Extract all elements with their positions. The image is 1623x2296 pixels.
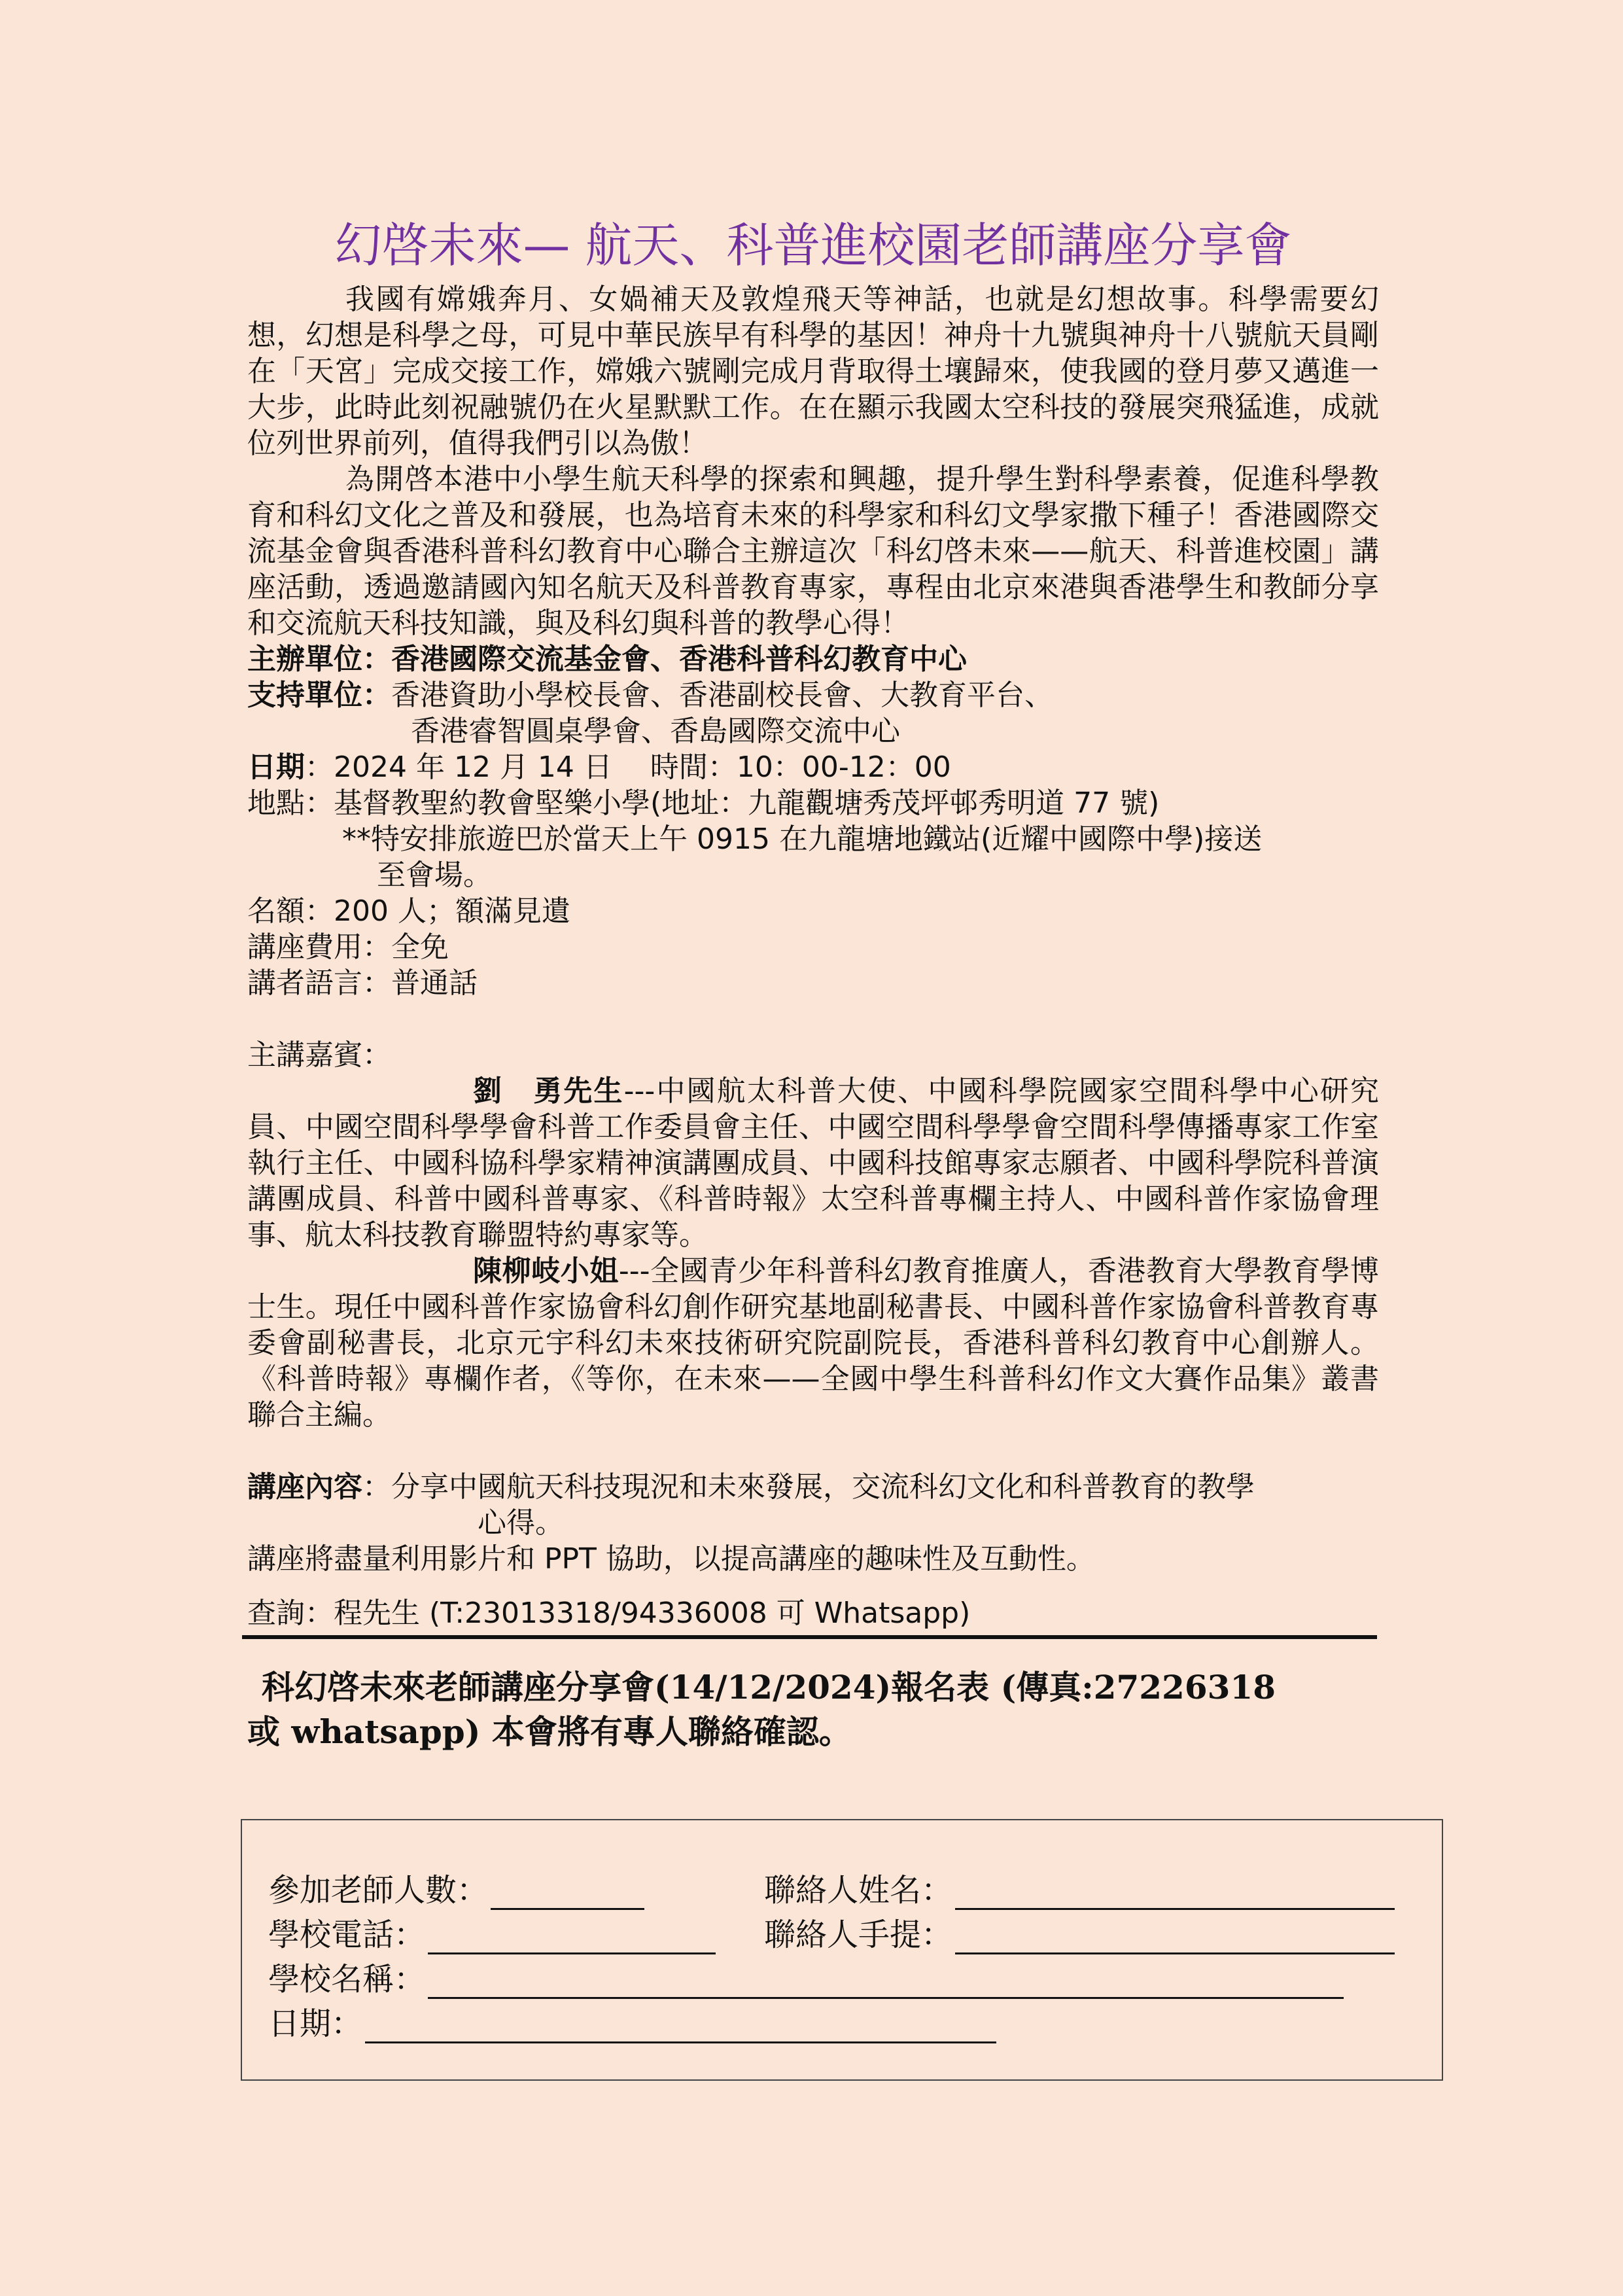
speaker-1-bio-first: ---中國航太科普大使、中國科學院國家空間科學中心 bbox=[623, 1074, 1320, 1108]
date-input[interactable] bbox=[365, 2011, 996, 2043]
content-label: 講座內容 bbox=[247, 1470, 362, 1504]
teachers-count-label: 參加老師人數： bbox=[268, 1872, 489, 1909]
bus-note-1: **特安排旅遊巴於當天上午 0915 在九龍塘地鐵站(近耀中國際中學)接送 bbox=[342, 822, 1263, 856]
intro-paragraph-1: 我國有嫦娥奔月、女媧補天及敦煌飛天等神話，也就是幻想故事。科學需要幻想，幻想是科學之母，可見中華民族早有科學的基因！神舟十九號與神舟十八號航天員剛在「天宮」完成交接工作，嫦娥六號剛完成月背取得土壤歸來，使我國的登月夢又邁進一大步，此時此刻祝融號仍在火星默默工作。在在顯示我國太空科技的發展突飛猛進，成就位列世界前列，值得我們引以為傲！ bbox=[247, 283, 1379, 460]
support-row bbox=[247, 677, 1379, 713]
date-row bbox=[247, 749, 1379, 785]
venue-row: 地點：基督教聖約教會堅樂小學(地址：九龍觀塘秀茂坪邨秀明道 77 號) bbox=[247, 786, 1160, 820]
content-value-2: 心得。 bbox=[478, 1506, 564, 1540]
speaker-2-name: 陳柳岐小姐 bbox=[473, 1254, 619, 1288]
speaker-1 bbox=[247, 1073, 1379, 1253]
form-heading-line-2: 或 whatsapp) 本會將有專人聯絡確認。 bbox=[247, 1712, 852, 1751]
school-name-label: 學校名稱： bbox=[268, 1961, 426, 1998]
form-heading bbox=[247, 1665, 1379, 1754]
bus-note-2: 至會場。 bbox=[377, 858, 492, 892]
enquiry-line: 查詢：程先生 (T:23013318/94336008 可 Whatsapp) bbox=[247, 1597, 971, 1630]
date-field[interactable] bbox=[268, 1998, 996, 2043]
organizer-label: 主辦單位： bbox=[247, 643, 391, 676]
language-row: 講者語言：普通話 bbox=[247, 966, 478, 1000]
registration-form bbox=[241, 1819, 1443, 2081]
content-row bbox=[247, 1469, 1379, 1505]
quota-row: 名額：200 人；額滿見遺 bbox=[247, 894, 570, 928]
speakers-heading: 主講嘉賓： bbox=[247, 1038, 391, 1072]
teachers-count-input[interactable] bbox=[491, 1878, 644, 1910]
fee-row: 講座費用：全免 bbox=[247, 930, 449, 964]
speaker-2-bio-first: ---全國青少年科普科幻教育推廣人，香港教育大學教 bbox=[618, 1254, 1292, 1288]
contact-mobile-label: 聯絡人手提： bbox=[764, 1916, 953, 1953]
date-label: 日期 bbox=[247, 751, 305, 784]
contact-name-field[interactable] bbox=[764, 1865, 1395, 1910]
speaker-1-name: 劉 勇先生 bbox=[473, 1074, 624, 1108]
form-heading-line-1: 科幻啓未來老師講座分享會(14/12/2024)報名表 (傳真:27226318 bbox=[262, 1668, 1276, 1706]
contact-mobile-field[interactable] bbox=[764, 1909, 1395, 1954]
divider bbox=[242, 1635, 1377, 1639]
flyer-page bbox=[247, 216, 1379, 1754]
intro-paragraph-2: 為開啓本港中小學生航天科學的探索和興趣，提升學生對科學素養，促進科學教育和科幻文化之普及和發展，也為培育未來的科學家和科幻文學家撒下種子！香港國際交流基金會與香港科普科幻教育中心聯合主辦這次「科幻啓未來——航天、科普進校園」講座活動，透過邀請國內知名航天及科普教育專家，專程由北京來港與香港學生和教師分享和交流航天科技知識，與及科幻與科普的教學心得！ bbox=[247, 463, 1379, 640]
speaker-2 bbox=[247, 1253, 1379, 1433]
school-name-input[interactable] bbox=[428, 1967, 1344, 1999]
content-value-1: ：分享中國航天科技現況和未來發展，交流科幻文化和科普教育的教學 bbox=[362, 1470, 1255, 1504]
school-phone-label: 學校電話： bbox=[268, 1916, 426, 1953]
page-title: 幻啓未來— 航天、科普進校園老師講座分享會 bbox=[334, 218, 1292, 273]
date-value: ：2024 年 12 月 14 日 時間：10：00-12：00 bbox=[305, 751, 951, 784]
school-phone-field[interactable] bbox=[268, 1909, 716, 1954]
speaker-1-bio-rest: 研究員、中國空間科學學會科普工作委員會主任、中國空間科學學會空間科學傳播專家工作室執行主任、中國科協科學家精神演講團成員、中國科技館專家志願者、中國科學院科普演講團成員、科普中國科普專家、《科普時報》太空科普專欄主持人、中國科普作家協會理事、航太科技教育聯盟特約專家等。 bbox=[247, 1074, 1380, 1252]
teachers-count-field[interactable] bbox=[268, 1865, 644, 1910]
contact-mobile-input[interactable] bbox=[955, 1922, 1395, 1954]
support-value-1: 香港資助小學校長會、香港副校長會、大教育平台、 bbox=[391, 679, 1053, 712]
date-field-label: 日期： bbox=[268, 2005, 363, 2042]
support-label: 支持單位： bbox=[247, 679, 391, 712]
content-note: 講座將盡量利用影片和 PPT 協助，以提高講座的趣味性及互動性。 bbox=[247, 1542, 1095, 1576]
school-phone-input[interactable] bbox=[428, 1922, 716, 1954]
organizer-value: 香港國際交流基金會、香港科普科幻教育中心 bbox=[391, 643, 967, 676]
speaker-2-bio-rest: 育學博士生。現任中國科普作家協會科幻創作研究基地副秘書長、中國科普作家協會科普教育專委會副秘書長，北京元宇科幻未來技術研究院副院長，香港科普科幻教育中心創辦人。《科普時報》專欄作者，《等你，在未來——全國中學生科普科幻作文大賽作品集》叢書聯合主編。 bbox=[247, 1254, 1380, 1432]
organizer-row bbox=[247, 641, 1379, 677]
school-name-field[interactable] bbox=[268, 1954, 1344, 1999]
contact-name-input[interactable] bbox=[955, 1878, 1395, 1910]
contact-name-label: 聯絡人姓名： bbox=[764, 1872, 953, 1909]
support-value-2: 香港睿智圓桌學會、香島國際交流中心 bbox=[411, 715, 900, 748]
